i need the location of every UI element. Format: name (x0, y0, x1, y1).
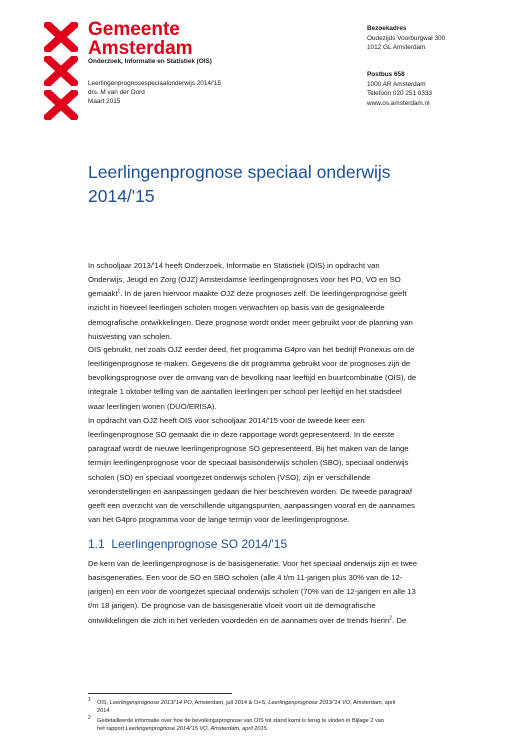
text-line: waar leerlingen wonen (DUO/ERISA). (88, 401, 217, 411)
paragraph-method (88, 343, 514, 414)
text-line: bevolkingsprognose over de omvang van de bevolking naar leeftijd en buurtcombinatie (OIS), de (88, 373, 417, 383)
section-number: 1.1 (88, 537, 105, 551)
document-meta (88, 79, 221, 106)
phone-number: Telefoon 020 251 0333 (367, 90, 433, 98)
postal-address-title: Postbus 658 (367, 71, 405, 78)
logo-cross-icon (44, 22, 78, 52)
footnote-divider (88, 693, 232, 694)
website-link[interactable]: www.os.amsterdam.nl (367, 99, 430, 107)
footnote-ref[interactable]: 1 (117, 288, 121, 295)
meta-author: drs. M van der Oord (88, 89, 145, 96)
text-line: termijn leerlingenprognose voor de speciaal basisonderwijs scholen (SBO), speciaal onderwijs (88, 458, 409, 468)
section-heading (88, 537, 287, 551)
text-line: t/m 18 jarigen). De prognose van de basisgeneratie vloeit voort uit de demografische (88, 601, 376, 611)
text-line: OIS gebruikt, net zoals OJZ eerder deed, het programma G4pro van het bedrijf Pronexus om de (88, 345, 415, 354)
text-line: De kern van de leerlingenprognose is de basisgeneratie. Voor het speciaal onderwijs zijn er twee (88, 559, 418, 568)
text-line: inzicht in hoeveel leerlingen scholen mogen verwachten op basis van de gesignaleerde (88, 303, 385, 313)
text-line: paragraaf wordt de nieuwe leerlingenprognose SO gepresenteerd. Bij het maken van de lange (88, 444, 409, 454)
paragraph-scope (88, 414, 514, 527)
text-line: leerlingenprognose SO gemaakt die in deze rapportage wordt gepresenteerd. In de eerste (88, 430, 395, 440)
visit-address (367, 24, 445, 53)
text-line: geeft een overzicht van de verschillende uitgangspunten, aanpassingen vooraf en de aannames (88, 500, 415, 510)
logo-cross-icon (44, 56, 78, 86)
text-line: basisgeneraties. Een voor de SO en SBO scholen (alle 4 t/m 11-jarigen plus 30% van de 12- (88, 573, 403, 583)
meta-date: Maart 2015 (88, 98, 121, 105)
text-line: ontwikkelingen die zich in het verleden voordeden en de aannames over de trends hierin$^2$. De (88, 615, 407, 625)
visit-address-title: Bezoekadres (367, 25, 407, 32)
section-title: Leerlingenprognose SO 2014/'15 (111, 537, 288, 551)
organization-department: Onderzoek, Informatie en Statistiek (OIS) (88, 58, 212, 65)
footnote-ref[interactable]: 2 (389, 615, 393, 622)
text-line: van het G4pro programma voor de lange termijn voor de leerlingenprognose. (88, 515, 350, 525)
paragraph-basisgeneratie (88, 557, 514, 628)
org-name-line1: Gemeente (88, 19, 180, 40)
paragraph-intro (88, 259, 514, 344)
postal-address-line: 1000 AR Amsterdam (367, 80, 426, 88)
text-line: In schooljaar 2013/'14 heeft Onderzoek, Informatie en Statistiek (OIS) in opdracht van (88, 261, 380, 270)
text-line: huisvesting van scholen. (88, 331, 172, 341)
text-line: veronderstellingen en aanpassingen gedaan die hier beschreven worden. De tweede paragraaf (88, 486, 412, 496)
org-name-line2: Amsterdam (88, 38, 193, 59)
text-line: In opdracht van OJZ heeft OIS voor schooljaar 2014/'15 voor de tweede keer een (88, 416, 365, 425)
text-line: integrale 1 oktober telling van de aantallen leerlingen per school per leeftijd en het stadsdeel (88, 387, 402, 397)
footnote-number: 2 (88, 715, 91, 722)
meta-report-name: Leerlingenprognosespeciaalonderwijs 2014/'15 (88, 80, 222, 87)
text-line: gemaakt$^1$. In de jaren hiervoor maakte OJZ deze prognoses zelf. De leerlingenprognose geeft (88, 288, 407, 299)
logo-cross-icon (44, 90, 78, 120)
visit-address-line: Oudezijds Voorburgwal 300 (367, 34, 446, 42)
footnote-number: 1 (88, 697, 91, 704)
text-line: jarigen) en een voor de voortgezet speciaal onderwijs scholen (70% van de 12-jarigen en alle 13 (88, 587, 416, 597)
title-line2: 2014/'15 (88, 186, 155, 206)
postal-address (367, 70, 432, 108)
organization-name (88, 20, 193, 58)
footnote-2: $^2$ Gedetailleerde informatie over hoe de bevolkingsprognose van OIS tot stand komt is terug te vinden in Bijlage 2 van het rapport Leerlingenprognose 2014/'15 VO, Amsterdam, april 2015. (88, 715, 385, 732)
text-line: Onderwijs, Jeugd en Zorg (OJZ) Amsterdamse leerlingenprognoses voor het PO, VO en SO (88, 275, 401, 285)
footnote-1: $^1$ OIS, Leerlingenprognose 2013/'14 PO, Amsterdam, juli 2014 & O+S, Leerlingenprognose 2013/'14 VO, Amsterdam, april 2014 (88, 697, 396, 714)
document-title (88, 160, 488, 208)
visit-address-line: 1012 GL Amsterdam (367, 44, 426, 52)
title-line1: Leerlingenprognose speciaal onderwijs (88, 162, 391, 182)
text-line: leerlingenprognose te maken. Gegevens die dit programma gebruikt voor de prognoses zijn de (88, 359, 411, 369)
text-line: demografische ontwikkelingen. Deze prognose wordt onder meer gebruikt voor de planning van (88, 317, 413, 327)
text-line: scholen (SO) en speciaal voortgezet onderwijs scholen (VSO), zijn er verschillende (88, 472, 371, 482)
